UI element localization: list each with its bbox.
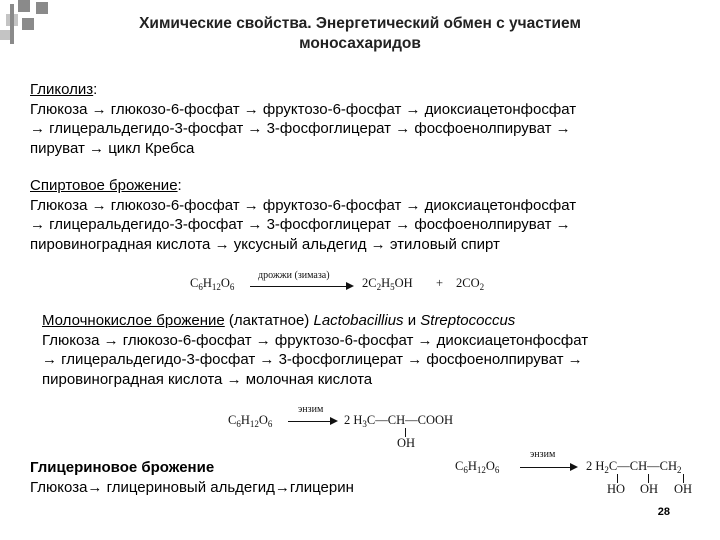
- glycolysis-line-1: Глюкоза → глюкозо-6-фосфат → фруктозо-6-фосфат → диоксиацетонфосфат: [30, 100, 577, 118]
- alcohol-eq-reactant: $C_6H_{12}O_6$: [190, 276, 235, 292]
- lactic-heading-rest: (лактатное): [224, 312, 314, 329]
- page-number: 28: [657, 506, 670, 518]
- glycerol-section: [30, 458, 354, 497]
- glycolysis-heading-colon: :: [93, 81, 98, 98]
- alcohol-eq-plus: +: [436, 276, 444, 290]
- glycerol-eq-product: 2 $H_2C—CH—CH_2$: [586, 459, 682, 475]
- corner-square-5: [0, 30, 10, 40]
- lactic-eq-reactant: $C_6H_{12}O_6$: [228, 413, 273, 429]
- lactic-eq-oh: OH: [397, 436, 416, 450]
- corner-vertical-bar: [10, 4, 14, 44]
- lactic-eq-product: 2 $H_3C—CH—COOH$: [344, 413, 454, 429]
- glycerol-eq-oh-3: OH: [674, 482, 693, 496]
- glycerol-heading: Глицериновое брожение: [30, 459, 215, 476]
- lactic-line-2: → глицеральдегидо-3-фосфат → 3-фосфоглицерат → фосфоенолпируват →: [42, 351, 583, 368]
- alcohol-heading-colon: :: [177, 177, 182, 194]
- glycerol-eq-oh-2: OH: [640, 482, 659, 496]
- alcohol-line-1: Глюкоза → глюкозо-6-фосфат → фруктозо-6-фосфат → диоксиацетонфосфат: [30, 196, 577, 214]
- glycerol-eq-oh-1: HO: [607, 482, 626, 496]
- lactic-genus-2: Streptococcus: [420, 312, 516, 329]
- alcohol-line-2: → глицеральдегидо-3-фосфат → 3-фосфоглицерат → фосфоенолпируват →: [30, 216, 571, 233]
- glycerol-eq-catalyst: энзим: [530, 449, 556, 460]
- lactic-heading-text: Молочнокислое брожение: [42, 312, 225, 329]
- lactic-eq-catalyst: энзим: [298, 404, 324, 415]
- lactic-line-1: Глюкоза → глюкозо-6-фосфат → фруктозо-6-фосфат → диоксиацетонфосфат: [42, 331, 589, 349]
- lactic-genus-1: Lactobacillius: [313, 312, 404, 329]
- alcohol-eq-products: $2C_2H_5OH$: [362, 276, 413, 292]
- glycolysis-line-3: пируват → цикл Кребса: [30, 139, 195, 157]
- lactic-section: [42, 311, 588, 389]
- alcohol-heading-text: Спиртовое брожение: [30, 177, 178, 194]
- alcohol-section: [30, 176, 576, 254]
- lactic-eq-arrow: [288, 421, 330, 422]
- alcohol-eq-co2: $2CO_2$: [456, 276, 485, 292]
- lactic-eq-arrowhead: [330, 417, 338, 425]
- lactic-heading: [42, 311, 588, 331]
- corner-square-4: [22, 18, 34, 30]
- glycerol-eq-arrow: [520, 467, 570, 468]
- alcohol-eq-arrowhead: [346, 282, 354, 290]
- glycolysis-heading: [30, 80, 576, 100]
- glycerol-line: Глюкоза→ глицериновый альдегид→глицерин: [30, 478, 354, 496]
- alcohol-line-3: пировиноградная кислота → уксусный альдегид → этиловый спирт: [30, 235, 500, 253]
- alcohol-eq-arrow: [250, 286, 346, 287]
- glycerol-eq-reactant: $C_6H_{12}O_6$: [455, 459, 500, 475]
- slide-title: Химические свойства. Энергетический обмен с участием моносахаридов: [139, 15, 581, 52]
- lactic-line-3: пировиноградная кислота → молочная кислота: [42, 370, 373, 388]
- glycolysis-section: [30, 80, 576, 158]
- alcohol-heading: [30, 176, 576, 196]
- glycerol-eq-arrowhead: [570, 463, 578, 471]
- glycolysis-line-2: → глицеральдегидо-3-фосфат → 3-фосфоглицерат → фосфоенолпируват →: [30, 120, 571, 137]
- corner-square-1: [18, 0, 30, 12]
- lactic-and: и: [403, 312, 421, 329]
- glycolysis-heading-text: Гликолиз: [30, 81, 94, 98]
- corner-square-2: [36, 2, 48, 14]
- alcohol-eq-catalyst: дрожжи (зимаза): [258, 270, 330, 281]
